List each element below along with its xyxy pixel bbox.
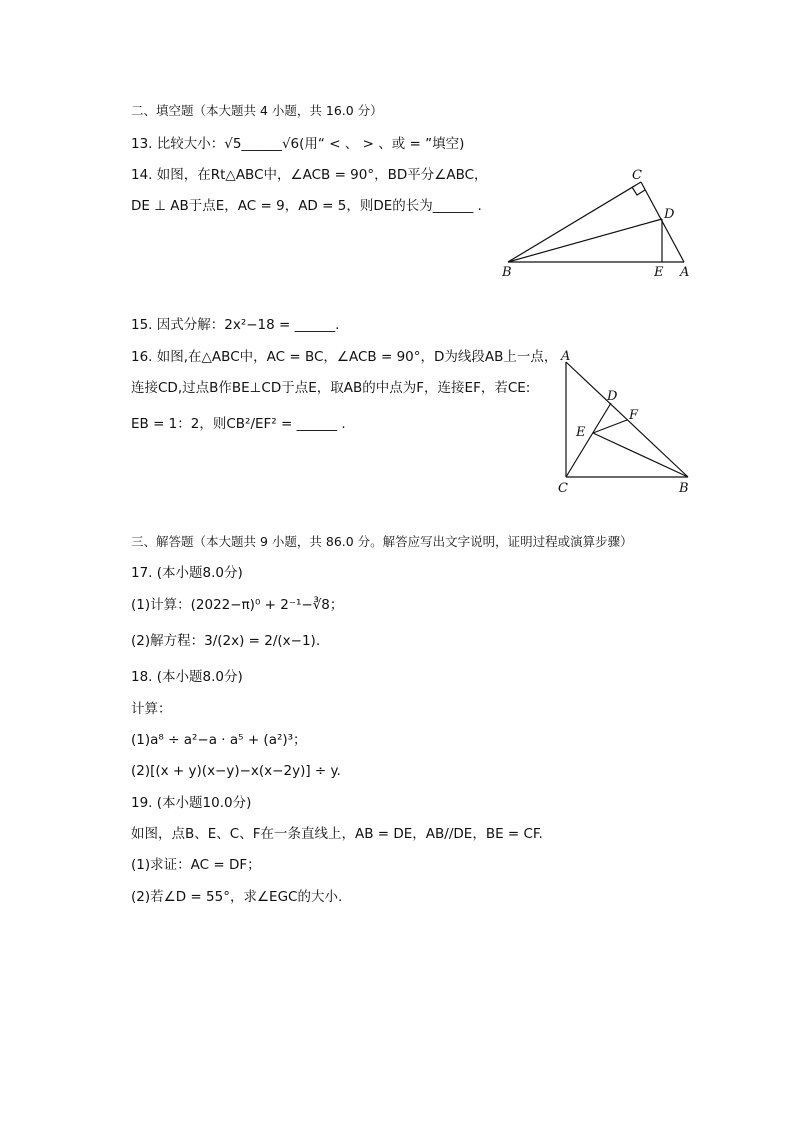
question-18-intro: 计算： [131, 701, 172, 717]
question-17-part-1: (1)计算：(2022−π)⁰ + 2⁻¹−∛8； [131, 597, 344, 613]
figure-16-triangle [552, 348, 700, 496]
question-16-line-1: 16. 如图,在△ABC中，AC = BC，∠ACB = 90°，D为线段AB上一点， [131, 349, 558, 365]
label-E: E [654, 265, 664, 280]
segment-EF [593, 420, 627, 433]
right-angle-mark-C [632, 187, 645, 195]
question-19-intro: 如图，点B、E、C、F在一条直线上，AB = DE，AB//DE，BE = CF. [131, 826, 543, 842]
question-13: 13. 比较大小：√5______√6(用“ < 、 > 、或 = ”填空) [131, 136, 465, 152]
section-3-heading: 三、解答题（本大题共 9 小题，共 86.0 分。解答应写出文字说明，证明过程或演算步骤） [131, 534, 633, 549]
question-18-title: 18. (本小题8.0分) [131, 669, 243, 685]
label-C: C [632, 168, 642, 183]
question-14-line-2: DE ⊥ AB于点E，AC = 9，AD = 5，则DE的长为______ . [131, 198, 482, 214]
question-18-part-2: (2)[(x + y)(x−y)−x(x−2y)] ÷ y. [131, 763, 341, 779]
segment-BD [508, 219, 662, 262]
label-B: B [679, 481, 689, 496]
segment-AB [566, 362, 688, 477]
question-14-line-1: 14. 如图，在Rt△ABC中，∠ACB = 90°，BD平分∠ABC， [131, 167, 488, 183]
section-2-heading: 二、填空题（本大题共 4 小题，共 16.0 分） [131, 103, 383, 118]
label-E: E [576, 425, 586, 440]
question-18-part-1: (1)a⁸ ÷ a²−a · a⁵ + (a²)³； [131, 732, 307, 748]
label-F: F [629, 408, 639, 423]
label-D: D [664, 207, 675, 222]
figure-14-triangle [496, 164, 698, 280]
label-D: D [607, 389, 618, 404]
segment-CD [566, 403, 611, 477]
question-16-line-2: 连接CD,过点B作BE⊥CD于点E，取AB的中点为F，连接EF，若CE: [131, 380, 531, 396]
question-19-title: 19. (本小题10.0分) [131, 795, 252, 811]
label-B: B [502, 265, 512, 280]
segment-BC [508, 182, 641, 262]
label-A: A [680, 265, 690, 280]
question-19-part-1: (1)求证：AC = DF； [131, 857, 261, 873]
label-C: C [558, 481, 568, 496]
question-16-line-3: EB = 1：2，则CB²/EF² = ______ . [131, 416, 346, 432]
question-19-part-2: (2)若∠D = 55°，求∠EGC的大小. [131, 889, 343, 905]
question-17-part-2: (2)解方程：3/(2x) = 2/(x−1). [131, 633, 321, 649]
question-15: 15. 因式分解：2x²−18 = ______. [131, 317, 340, 333]
label-A: A [561, 349, 571, 364]
segment-EB [593, 433, 688, 477]
question-17-title: 17. (本小题8.0分) [131, 565, 243, 581]
